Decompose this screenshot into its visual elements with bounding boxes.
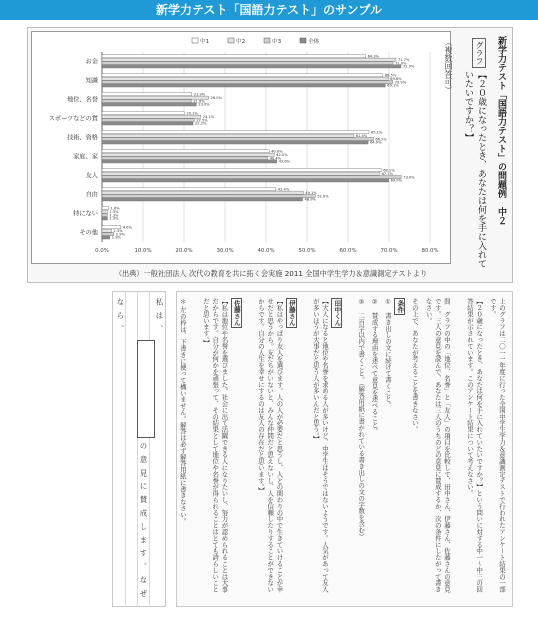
legend-label: 中3 — [272, 39, 282, 45]
bar-chart — [31, 31, 451, 264]
category-label: その他 — [79, 229, 98, 237]
bar-value-label: 42.6% — [278, 159, 291, 164]
reading-paragraph: 【私は地位や名誉を選びました。社会に出て活躍できる人になりたいし、努力が認められることは大事だからです。自分が何かを頑張って、その結果として地位や名誉が得られることはとても誇らしいことだと思います。】 — [202, 298, 229, 593]
bar-value-label: 1.3% — [109, 209, 119, 214]
bar-value-label: 72.9% — [402, 64, 415, 69]
bar-value-label: 68.5% — [384, 73, 397, 78]
bar-value-label: 23.0% — [198, 102, 210, 107]
category-label: スポーツなどの賞 — [48, 115, 98, 123]
reading-paragraph: 上のグラフは二〇一一年度に行った全国中学生学力＆意識測定テストで行われたアンケート結果の一部です。 — [488, 298, 506, 593]
bar — [102, 153, 274, 156]
bar — [102, 74, 383, 77]
bar-value-label: 40.4% — [269, 156, 282, 161]
x-tick-label: 50.0% — [298, 248, 316, 254]
bar-value-label: 61.4% — [355, 133, 368, 138]
reading-paragraph: その上で、あなたが考えることを書きなさい。 — [410, 298, 419, 433]
bar — [102, 198, 302, 201]
bar-value-label: 48.9% — [304, 197, 316, 202]
bar — [102, 188, 276, 191]
question-sub-note: （複数回答可） — [444, 38, 453, 94]
bar-value-label: 68.1% — [383, 168, 395, 173]
legend-swatch — [264, 38, 270, 43]
bar — [102, 141, 368, 144]
answer-prefix: 私は、 — [155, 298, 164, 339]
bar-value-label: 64.3% — [367, 54, 380, 59]
answer-name-box[interactable] — [137, 340, 155, 438]
bar — [102, 179, 389, 182]
bar-value-label: 73.0% — [403, 175, 415, 180]
bar-value-label: 52.0% — [317, 194, 329, 199]
bar — [102, 134, 354, 137]
bar-value-label: 24.1% — [202, 114, 215, 119]
bar-value-label: 21.8% — [193, 99, 205, 104]
bar-value-label: 65.1% — [370, 130, 383, 135]
bar-value-label: 1.3% — [109, 216, 119, 221]
bar-value-label: 71.0% — [395, 61, 407, 66]
legend-label: 中1 — [200, 39, 210, 45]
bar — [102, 150, 269, 153]
bar — [102, 207, 109, 210]
bar-value-label: 22.5% — [196, 118, 208, 123]
x-tick-label: 10.0% — [134, 248, 152, 254]
category-label: お金 — [85, 58, 98, 66]
bar — [102, 77, 388, 80]
bar — [102, 122, 193, 125]
legend-swatch — [228, 38, 234, 43]
bar — [102, 191, 303, 194]
legend-swatch — [192, 38, 198, 43]
legend-label: 中2 — [236, 39, 246, 45]
reading-paragraph: ③ 二百字以内で書くこと。（解答用紙に書かれている書き出しの文の字数を含む） — [357, 298, 366, 540]
bar — [102, 115, 201, 118]
bar-value-label: 21.9% — [193, 92, 206, 97]
bar — [102, 169, 381, 172]
bar-value-label: 69.9% — [390, 178, 403, 183]
reading-paragraph: 条件 — [394, 298, 405, 315]
question-text: 【２０歳になったとき、あなたは何を手に入れていたいですか？】 — [463, 70, 486, 268]
category-label: 知識 — [85, 77, 98, 85]
bar — [102, 103, 196, 106]
x-tick-label: 80.0% — [421, 248, 439, 254]
category-label: 自由 — [85, 191, 98, 199]
x-tick-label: 60.0% — [339, 248, 357, 254]
bar — [102, 214, 107, 217]
answer-next-column: なら、 — [116, 298, 125, 339]
bar-value-label: 64.9% — [370, 140, 382, 145]
bar-value-label: 67.7% — [381, 171, 393, 176]
bar-value-label: 2.3% — [113, 228, 123, 233]
bar — [102, 195, 315, 198]
legend-swatch — [300, 38, 306, 43]
reading-paragraph: ① 書き出しの文に続けて書くこと。 — [384, 298, 392, 409]
bar — [102, 100, 191, 103]
reading-paragraph: 伊藤さん — [286, 298, 297, 328]
bar-value-label: 20.1% — [186, 111, 198, 116]
bar — [102, 112, 184, 115]
bar — [102, 65, 401, 68]
reading-paragraph: 【私はやっぱり友人を選びます。人の人が必要だと思うし、人との関わりの中で生きていけることが幸せだと思うから。友だちがいないと、みんな仲間だと思えないし、人を信頼したりすることができないからです。自分の人生を幸せにするのは友人の存在だと思います。】 — [257, 298, 284, 593]
sheet-grid-line — [125, 292, 126, 606]
x-tick-label: 40.0% — [257, 248, 275, 254]
bar-value-label: 1.9% — [111, 235, 121, 240]
bar-value-label: 42.4% — [277, 187, 290, 192]
bar — [102, 172, 380, 175]
category-label: 特にない — [73, 210, 98, 218]
bar-value-label: 49.1% — [305, 190, 317, 195]
category-label: 家庭、家 — [73, 153, 98, 161]
question-title: 新学力テスト「国語力テスト」の問題例 中２ — [496, 36, 506, 225]
bar-value-label: 26.0% — [210, 95, 223, 100]
bar-value-label: 40.8% — [271, 149, 283, 154]
bar — [102, 62, 393, 65]
reading-paragraph: 田中くん — [331, 298, 342, 328]
bar — [102, 81, 393, 84]
bar — [102, 217, 107, 220]
bar — [102, 93, 192, 96]
reading-paragraph: ② 賛成する理由を述べて意見を述べること。 — [370, 298, 379, 434]
reading-paragraph: 【２０歳になったとき、あなたは何を手に入れていたいですか？】という問いに対する中一〜中三の回答結果が示されています。このアンケート結果について考えなさい。 — [466, 298, 484, 593]
category-label: 技術、資格 — [67, 134, 98, 142]
x-tick-label: 0.0% — [95, 248, 109, 254]
category-label: 地位、名誉 — [67, 96, 98, 104]
bar — [102, 157, 268, 160]
reading-paragraph: 【大人になると地位や名誉を求める人が多いけど、中学生はそうではないようです。人気があって友人が多いほうが大事だと思う人が多いんだと思う。】 — [311, 298, 329, 593]
bar — [102, 58, 396, 61]
bar-value-label: 71.7% — [397, 57, 410, 62]
bar-value-label: 69.8% — [390, 76, 402, 81]
bar — [102, 176, 401, 179]
bar — [102, 55, 366, 58]
bar — [102, 84, 385, 87]
bar-value-label: 2.9% — [115, 232, 126, 237]
category-label: 友人 — [85, 172, 98, 180]
graph-tag: グラフ — [472, 38, 486, 68]
chart-svg — [32, 32, 450, 263]
chart-source: （出典）一般社団法人 次代の教育を共に拓く会実施 2011 全国中学生学力＆意識測定テストより — [114, 269, 428, 278]
reading-panel — [176, 291, 513, 607]
reading-paragraph: 佐藤さん — [231, 298, 242, 328]
bar — [102, 229, 111, 232]
bar-value-label: 66.2% — [375, 137, 387, 142]
bar-value-label: 1.6% — [110, 206, 120, 211]
bar-value-label: 22.2% — [195, 121, 207, 126]
bar-value-label: 42.0% — [276, 152, 288, 157]
bar-value-label: 70.9% — [394, 80, 407, 85]
x-tick-label: 70.0% — [380, 248, 398, 254]
bar — [102, 138, 373, 141]
x-tick-label: 30.0% — [216, 248, 234, 254]
bar — [102, 119, 194, 122]
bar — [102, 236, 110, 239]
bar-value-label: 4.6% — [122, 225, 133, 230]
x-tick-label: 20.0% — [175, 248, 193, 254]
bar — [102, 210, 107, 213]
bar-value-label: 1.3% — [109, 213, 119, 218]
answer-sheet — [112, 291, 166, 607]
legend-label: 全体 — [308, 39, 320, 45]
answer-suffix: の意見に賛成します。なぜ — [139, 442, 148, 603]
question-panel — [27, 27, 513, 283]
page-header: 新学力テスト「国語力テスト」のサンプル — [0, 0, 538, 20]
reading-paragraph: ＊ 左の枠は、下書きに使って構いません。解答は必ず解答用紙に書きなさい。 — [178, 298, 187, 525]
bar — [102, 131, 369, 134]
bar — [102, 160, 277, 163]
bar-value-label: 69.1% — [387, 83, 399, 88]
reading-paragraph: 問 グラフの中の「地位、名誉」と「友人」の項目を比較して、田中さん、伊藤さん、佐藤さんの意見です。三人の意見を読んで、あなたは三人のうちのどの意見に賛成するか、次の条件にしたがって書きなさい。 — [424, 298, 451, 593]
